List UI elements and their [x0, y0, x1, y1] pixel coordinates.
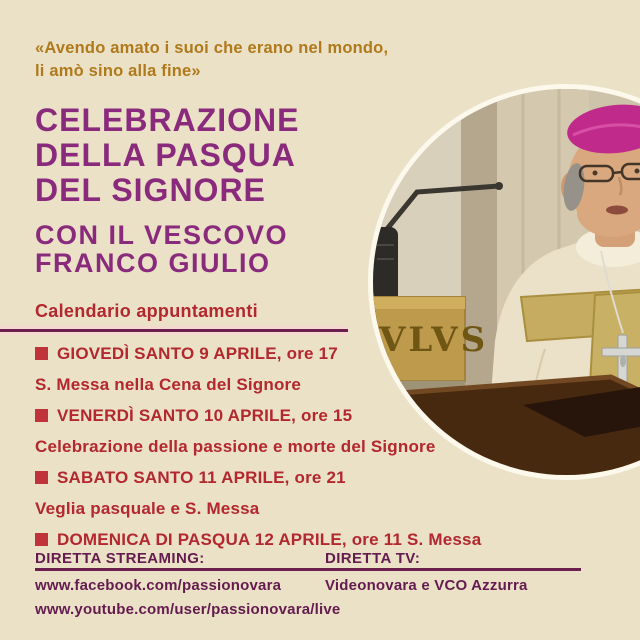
poster-title-line3: DEL SIGNORE: [35, 172, 266, 208]
calendar-heading: Calendario appuntamenti: [35, 301, 258, 321]
streaming-label: DIRETTA STREAMING:: [35, 550, 205, 567]
poster-title: [35, 103, 299, 208]
event-text: SABATO SANTO 11 APRILE, ore 21: [57, 468, 346, 487]
gospel-quote-line2: li amò sino alla fine»: [35, 62, 201, 80]
event-text: DOMENICA DI PASQUA 12 APRILE, ore 11 S. Messa: [57, 530, 482, 549]
bullet-square-icon: [35, 347, 48, 360]
bullet-square-icon: [35, 409, 48, 422]
poster-subtitle-line2: FRANCO GIULIO: [35, 248, 271, 278]
event-text: Veglia pasquale e S. Messa: [35, 499, 260, 518]
stone-inscription: VLVS: [379, 320, 489, 360]
poster-subtitle-bishop: [35, 221, 288, 277]
event-text: GIOVEDÌ SANTO 9 APRILE, ore 17: [57, 344, 338, 363]
poster-subtitle-line1: CON IL VESCOVO: [35, 220, 289, 250]
gospel-quote: [35, 37, 388, 83]
streaming-links: [35, 574, 340, 622]
calendar-heading-divider: [0, 329, 348, 332]
bullet-square-icon: [35, 471, 48, 484]
poster-title-line1: CELEBRAZIONE: [35, 102, 300, 138]
footer-divider: [35, 568, 581, 571]
poster-title-line2: DELLA PASQUA: [35, 137, 296, 173]
event-text: VENERDÌ SANTO 10 APRILE, ore 15: [57, 406, 353, 425]
event-text: Celebrazione della passione e morte del Signore: [35, 437, 436, 456]
tv-channels: Videonovara e VCO Azzurra: [325, 577, 528, 594]
gospel-quote-line1: «Avendo amato i suoi che erano nel mondo,: [35, 39, 389, 57]
event-text: S. Messa nella Cena del Signore: [35, 375, 302, 394]
event-row: [35, 493, 595, 524]
youtube-url: www.youtube.com/user/passionovara/live: [35, 601, 341, 618]
bullet-square-icon: [35, 533, 48, 546]
facebook-url: www.facebook.com/passionovara: [35, 577, 282, 594]
tv-label: DIRETTA TV:: [325, 550, 421, 567]
